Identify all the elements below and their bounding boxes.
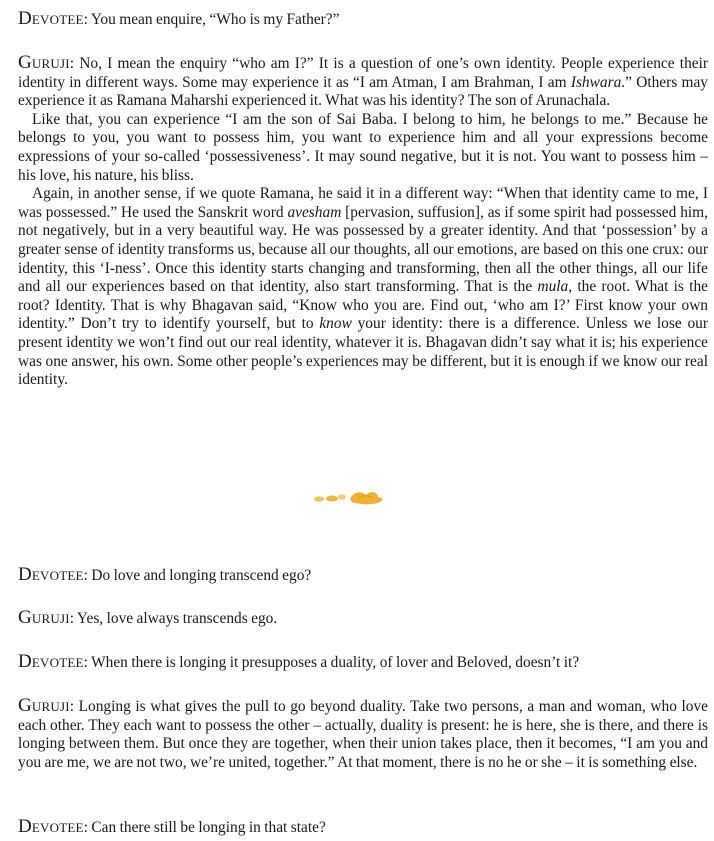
italic-term: know [319,315,352,333]
dialogue-text: : Yes, love always transcends ego. [69,610,278,627]
paragraph-text: Again, in another sense, if we quote Ramana, he said it in a different way: “When that identity came to me, I was possessed.” He used the Sanskrit word [18,185,708,221]
speaker-label: Guruji [18,695,70,716]
dialogue-guruji-1 [18,54,708,390]
speaker-label: Guruji [18,52,70,73]
dialogue-devotee-3 [18,653,708,673]
dialogue-text-after: .” Others may experience it as Ramana Maharshi experienced it. What was his identity? The son of Arunachala. [18,73,708,110]
speaker-label: Devotee [18,816,84,837]
ornament-flourish-icon [310,485,390,509]
speaker-label: Devotee [18,8,84,29]
dialogue-text: : Can there still be longing in that state? [83,819,326,836]
italic-term: avesham [287,203,342,221]
paragraph-text: your identity: there is a difference. Unless we lose our present identity we won’t find out our real identity, whatever it is. Bhagavan didn’t say what it is; his experience was one answer, his own. Some other people’s experiences may be different, but it is enough if we know our real identity. [18,315,708,389]
speaker-label: Devotee [18,651,84,672]
dialogue-devotee-4 [18,818,708,838]
paragraph-ramana [18,185,708,390]
dialogue-text: : When there is longing it presupposes a duality, of lover and Beloved, doesn’t it? [83,654,580,671]
dialogue-devotee-2 [18,566,708,586]
speaker-label: Guruji [18,607,70,628]
paragraph-text: [pervasion, suffusion], as if some spirit had possessed him, not negatively, but in a very beautiful way. He was possessed by a greater identity. And that ‘possession’ by a greater sense of identity transforms us, because all our thoughts, all our emotions, are based on this one crux: our identity, this ‘I-ness’. Once this identity starts changing and transforming, then all the other things, all our life and all our experiences based on that identity, also start transforming. That is the [18,203,708,296]
paragraph-sai-baba: Like that, you can experience “I am the son of Sai Baba. I belong to him, he belongs to me.” Because he belongs to you, you want to possess him, you want to experience him and all your expressions become expressions of your so-called ‘possessiveness’. It may sound negative, but it is not. You want to possess him – his love, his nature, his bliss. [18,110,708,184]
dialogue-guruji-2 [18,609,708,629]
dialogue-guruji-3 [18,697,708,772]
dialogue-text: : You mean enquire, “Who is my Father?” [83,11,340,28]
dialogue-text: : Longing is what gives the pull to go beyond duality. Take two persons, a man and woman, who love each other. They each want to possess the other – actually, duality is present: he is here, she is there, and there is longing between them. But once they are together, when their union takes place, then it becomes, “I am you and you are me, we are not two, we’re united, together.” At that moment, there is no he or she – it is something else. [18,698,708,771]
dialogue-devotee-1 [18,10,708,30]
speaker-label: Devotee [18,564,84,585]
italic-term: mula [537,278,569,296]
italic-term: Ishwara [570,73,622,91]
dialogue-text: : Do love and longing transcend ego? [83,567,312,584]
dialogue-text: : No, I mean the enquiry “who am I?” It is a question of one’s own identity. People experience their identity in different ways. Some may experience it as “I am Atman, I am Brahman, I am [18,55,708,91]
paragraph-text: , the root. What is the root? Identity. That is why Bhagavan said, “Know who you are. Find out, ‘who am I?’ First know your own identity.” Don’t try to identify yourself, but to [18,278,708,333]
